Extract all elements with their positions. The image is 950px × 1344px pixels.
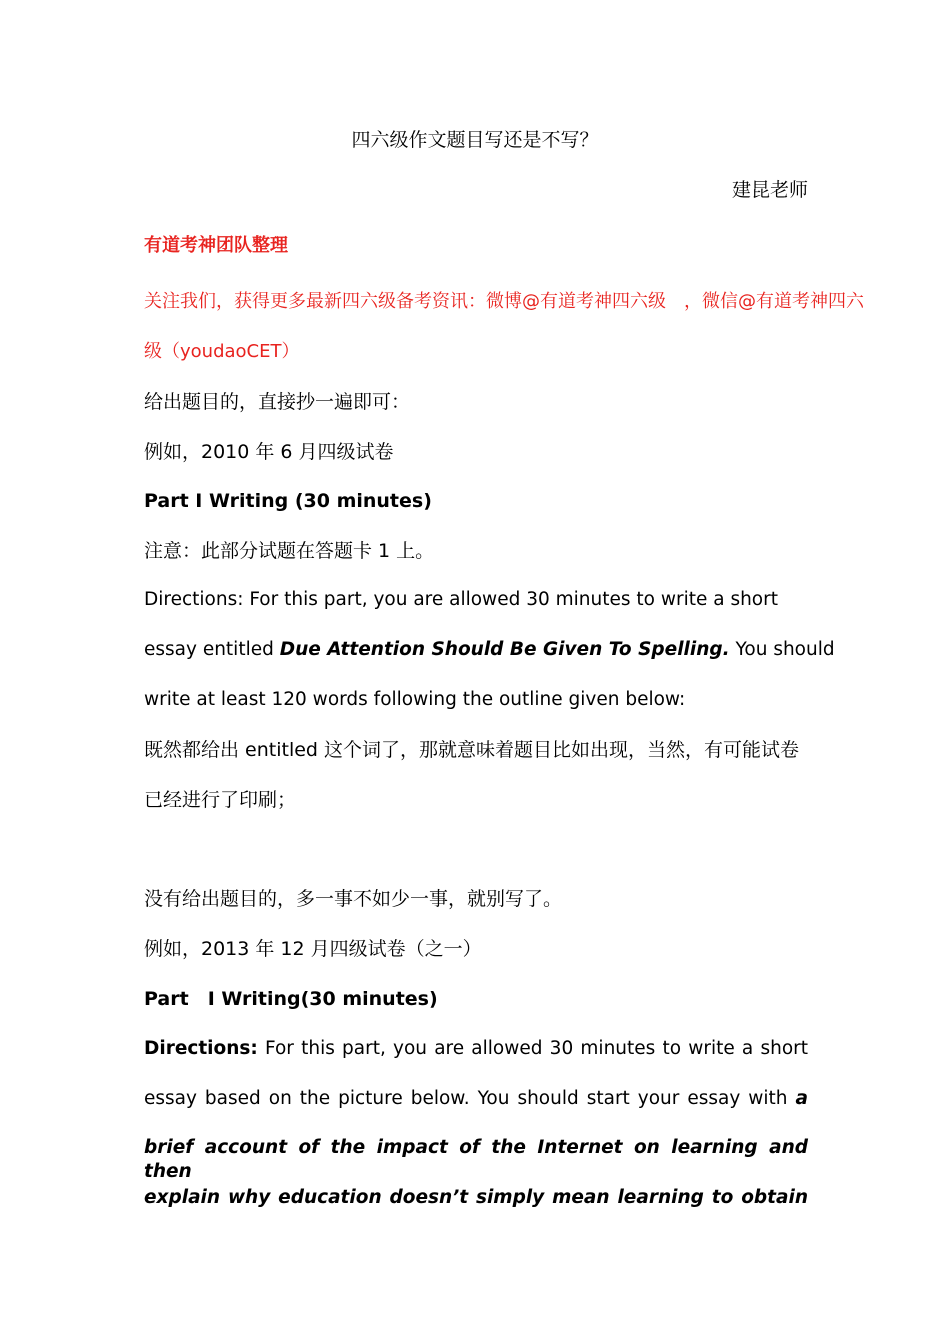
credit-line: 有道考神团队整理 bbox=[144, 235, 288, 256]
directions-text: You should bbox=[729, 639, 835, 660]
follow-line-2: 级（youdaoCET） bbox=[144, 341, 300, 362]
directions-text: For this part, you are allowed 30 minutes to write a short bbox=[257, 1038, 808, 1059]
page-title: 四六级作文题目写还是不写？ bbox=[351, 129, 599, 151]
directions-label: Directions: bbox=[144, 1038, 258, 1059]
directions-text: essay entitled bbox=[144, 639, 280, 660]
directions-text: essay based on the picture below. You should start your essay with bbox=[144, 1088, 796, 1109]
section2-part-heading: Part I Writing(30 minutes) bbox=[144, 988, 438, 1010]
section1-comment-line-1: 既然都给出 entitled 这个词了，那就意味着题目比如出现，当然，有可能试卷 bbox=[144, 739, 800, 761]
section2-directions-line-3: brief account of the impact of the Internet on learning and then bbox=[144, 1137, 808, 1182]
follow-line-1: 关注我们，获得更多最新四六级备考资讯：微博@有道考神四六级 ，微信@有道考神四六 bbox=[144, 291, 864, 312]
section1-directions-line-1: Directions: For this part, you are allowed 30 minutes to write a short bbox=[144, 589, 778, 610]
section2-intro: 没有给出题目的，多一事不如少一事，就别写了。 bbox=[144, 888, 563, 910]
section1-comment-line-2: 已经进行了印刷； bbox=[144, 789, 297, 811]
section2-example: 例如，2013 年 12 月四级试卷（之一） bbox=[144, 938, 482, 960]
section1-example: 例如，2010 年 6 月四级试卷 bbox=[144, 441, 394, 463]
author-name: 建昆老师 bbox=[731, 179, 808, 201]
section2-directions-line-4: explain why education doesn’t simply mean learning to obtain bbox=[144, 1187, 808, 1208]
essay-title: Due Attention Should Be Given To Spelling. bbox=[279, 639, 730, 660]
section1-note: 注意：此部分试题在答题卡 1 上。 bbox=[144, 540, 435, 562]
section1-intro: 给出题目的，直接抄一遍即可： bbox=[144, 391, 411, 413]
directions-emphasis: a bbox=[795, 1088, 808, 1109]
section1-part-heading: Part I Writing (30 minutes) bbox=[144, 490, 432, 512]
section1-directions-line-3: write at least 120 words following the outline given below: bbox=[144, 689, 686, 710]
section1-directions-line-2 bbox=[144, 638, 835, 662]
section2-directions-line-2 bbox=[144, 1087, 808, 1111]
section2-directions-line-1 bbox=[144, 1037, 808, 1061]
